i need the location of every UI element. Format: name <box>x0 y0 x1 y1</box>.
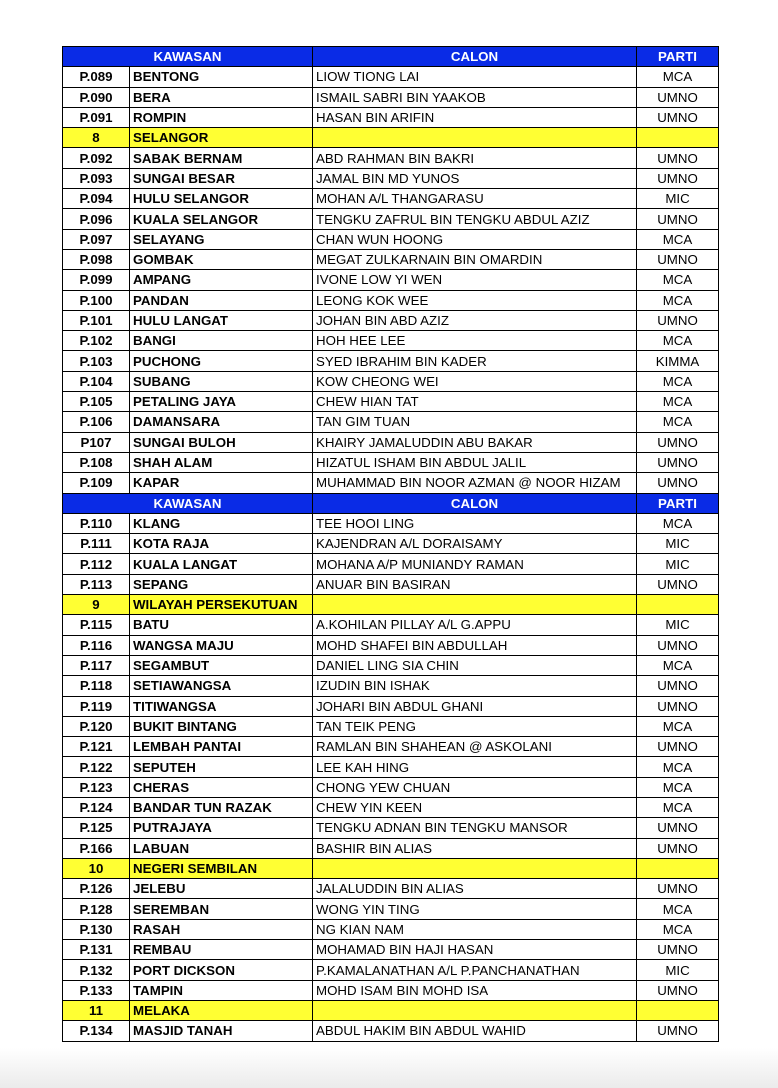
candidate-cell <box>313 1000 637 1020</box>
party-name: UMNO <box>637 310 719 330</box>
seat-name: PUTRAJAYA <box>130 818 313 838</box>
party-name: UMNO <box>637 635 719 655</box>
party-name: MCA <box>637 67 719 87</box>
seat-code: P.134 <box>63 1021 130 1041</box>
seat-code: P.131 <box>63 940 130 960</box>
table-row <box>63 777 719 797</box>
candidate-cell <box>313 595 637 615</box>
candidate-name: JOHARI BIN ABDUL GHANI <box>313 696 637 716</box>
candidate-name: ISMAIL SABRI BIN YAAKOB <box>313 87 637 107</box>
party-name: MCA <box>637 290 719 310</box>
seat-name: MASJID TANAH <box>130 1021 313 1041</box>
table-row <box>63 919 719 939</box>
seat-code: P.106 <box>63 412 130 432</box>
seat-code: P.117 <box>63 655 130 675</box>
seat-name: AMPANG <box>130 270 313 290</box>
table-row <box>63 249 719 269</box>
seat-name: SUNGAI BESAR <box>130 168 313 188</box>
state-number: 9 <box>63 595 130 615</box>
seat-name: KOTA RAJA <box>130 534 313 554</box>
table-row <box>63 554 719 574</box>
table-row <box>63 980 719 1000</box>
candidate-name: MOHD ISAM BIN MOHD ISA <box>313 980 637 1000</box>
party-cell <box>637 858 719 878</box>
seat-name: TAMPIN <box>130 980 313 1000</box>
seat-name: SUBANG <box>130 371 313 391</box>
seat-name: BENTONG <box>130 67 313 87</box>
seat-code: P.116 <box>63 635 130 655</box>
table-row <box>63 655 719 675</box>
table-row <box>63 879 719 899</box>
candidate-name: MOHAMAD BIN HAJI HASAN <box>313 940 637 960</box>
party-name: UMNO <box>637 452 719 472</box>
seat-name: CHERAS <box>130 777 313 797</box>
table-row <box>63 797 719 817</box>
party-name: UMNO <box>637 87 719 107</box>
candidate-cell <box>313 858 637 878</box>
seat-name: HULU LANGAT <box>130 310 313 330</box>
seat-name: PETALING JAYA <box>130 392 313 412</box>
header-calon: CALON <box>313 493 637 513</box>
party-name: MCA <box>637 229 719 249</box>
candidate-name: LEONG KOK WEE <box>313 290 637 310</box>
candidate-name: TAN GIM TUAN <box>313 412 637 432</box>
seat-code: P.094 <box>63 189 130 209</box>
candidate-name: BASHIR BIN ALIAS <box>313 838 637 858</box>
header-kawasan: KAWASAN <box>63 493 313 513</box>
candidate-name: JALALUDDIN BIN ALIAS <box>313 879 637 899</box>
table-row <box>63 737 719 757</box>
state-row <box>63 595 719 615</box>
table-row <box>63 696 719 716</box>
seat-code: P.124 <box>63 797 130 817</box>
party-name: MCA <box>637 371 719 391</box>
seat-code: P.113 <box>63 574 130 594</box>
seat-name: SEGAMBUT <box>130 655 313 675</box>
table-row <box>63 574 719 594</box>
candidate-name: HIZATUL ISHAM BIN ABDUL JALIL <box>313 452 637 472</box>
seat-code: P.089 <box>63 67 130 87</box>
seat-code: P.104 <box>63 371 130 391</box>
seat-code: P.118 <box>63 676 130 696</box>
candidate-name: KHAIRY JAMALUDDIN ABU BAKAR <box>313 432 637 452</box>
table-row <box>63 371 719 391</box>
table-row <box>63 757 719 777</box>
seat-name: SABAK BERNAM <box>130 148 313 168</box>
seat-name: SEPANG <box>130 574 313 594</box>
state-name: MELAKA <box>130 1000 313 1020</box>
header-parti: PARTI <box>637 47 719 67</box>
table-row <box>63 168 719 188</box>
state-number: 8 <box>63 128 130 148</box>
table-row <box>63 87 719 107</box>
candidate-name: A.KOHILAN PILLAY A/L G.APPU <box>313 615 637 635</box>
candidate-name: IZUDIN BIN ISHAK <box>313 676 637 696</box>
seat-code: P.100 <box>63 290 130 310</box>
seat-name: GOMBAK <box>130 249 313 269</box>
table-row <box>63 452 719 472</box>
party-name: MCA <box>637 797 719 817</box>
page-bottom-shadow <box>0 1048 778 1088</box>
table-row <box>63 615 719 635</box>
seat-code: P.130 <box>63 919 130 939</box>
candidate-name: CHEW YIN KEEN <box>313 797 637 817</box>
candidate-name: TEE HOOI LING <box>313 513 637 533</box>
state-row <box>63 128 719 148</box>
header-kawasan: KAWASAN <box>63 47 313 67</box>
party-name: MCA <box>637 919 719 939</box>
state-row <box>63 1000 719 1020</box>
table-row <box>63 473 719 493</box>
seat-name: LEMBAH PANTAI <box>130 737 313 757</box>
candidate-name: HASAN BIN ARIFIN <box>313 107 637 127</box>
seat-name: DAMANSARA <box>130 412 313 432</box>
table-row <box>63 940 719 960</box>
party-name: UMNO <box>637 148 719 168</box>
party-name: MIC <box>637 960 719 980</box>
party-name: UMNO <box>637 879 719 899</box>
seat-code: P.096 <box>63 209 130 229</box>
party-name: MIC <box>637 615 719 635</box>
state-row <box>63 858 719 878</box>
seat-name: SELAYANG <box>130 229 313 249</box>
seat-code: P.119 <box>63 696 130 716</box>
table-row <box>63 310 719 330</box>
seat-name: JELEBU <box>130 879 313 899</box>
table-row <box>63 1021 719 1041</box>
party-name: MCA <box>637 899 719 919</box>
seat-code: P.109 <box>63 473 130 493</box>
table-row <box>63 189 719 209</box>
seat-code: P.110 <box>63 513 130 533</box>
party-cell <box>637 595 719 615</box>
seat-code: P.115 <box>63 615 130 635</box>
seat-code: P.125 <box>63 818 130 838</box>
party-name: UMNO <box>637 818 719 838</box>
party-name: UMNO <box>637 1021 719 1041</box>
seat-name: RASAH <box>130 919 313 939</box>
seat-name: SEREMBAN <box>130 899 313 919</box>
seat-name: KAPAR <box>130 473 313 493</box>
table-row <box>63 534 719 554</box>
table-row <box>63 270 719 290</box>
state-name: SELANGOR <box>130 128 313 148</box>
seat-name: BERA <box>130 87 313 107</box>
header-parti: PARTI <box>637 493 719 513</box>
candidate-name: KAJENDRAN A/L DORAISAMY <box>313 534 637 554</box>
table-row <box>63 838 719 858</box>
seat-code: P.099 <box>63 270 130 290</box>
seat-code: P.132 <box>63 960 130 980</box>
header-calon: CALON <box>313 47 637 67</box>
party-name: MCA <box>637 412 719 432</box>
party-name: UMNO <box>637 940 719 960</box>
candidate-name: ANUAR BIN BASIRAN <box>313 574 637 594</box>
candidate-name: ABDUL HAKIM BIN ABDUL WAHID <box>313 1021 637 1041</box>
table-header-row <box>63 47 719 67</box>
seat-code: P.108 <box>63 452 130 472</box>
party-name: UMNO <box>637 838 719 858</box>
seat-code: P.090 <box>63 87 130 107</box>
seat-name: KUALA SELANGOR <box>130 209 313 229</box>
table-row <box>63 229 719 249</box>
table-row <box>63 412 719 432</box>
seat-code: P.092 <box>63 148 130 168</box>
seat-code: P.112 <box>63 554 130 574</box>
seat-name: HULU SELANGOR <box>130 189 313 209</box>
party-name: MIC <box>637 534 719 554</box>
party-name: MCA <box>637 655 719 675</box>
party-name: MIC <box>637 554 719 574</box>
seat-name: KUALA LANGAT <box>130 554 313 574</box>
table-row <box>63 392 719 412</box>
seat-name: PORT DICKSON <box>130 960 313 980</box>
candidate-cell <box>313 128 637 148</box>
candidate-name: CHAN WUN HOONG <box>313 229 637 249</box>
seat-code: P.128 <box>63 899 130 919</box>
state-number: 11 <box>63 1000 130 1020</box>
candidate-name: TENGKU ADNAN BIN TENGKU MANSOR <box>313 818 637 838</box>
seat-code: P.101 <box>63 310 130 330</box>
candidate-name: RAMLAN BIN SHAHEAN @ ASKOLANI <box>313 737 637 757</box>
candidate-name: MUHAMMAD BIN NOOR AZMAN @ NOOR HIZAM <box>313 473 637 493</box>
table-row <box>63 716 719 736</box>
seat-code: P.091 <box>63 107 130 127</box>
table-row <box>63 209 719 229</box>
candidate-name: TENGKU ZAFRUL BIN TENGKU ABDUL AZIZ <box>313 209 637 229</box>
seat-name: PUCHONG <box>130 351 313 371</box>
seat-name: TITIWANGSA <box>130 696 313 716</box>
party-name: UMNO <box>637 737 719 757</box>
seat-code: P.133 <box>63 980 130 1000</box>
party-name: UMNO <box>637 696 719 716</box>
party-cell <box>637 128 719 148</box>
candidate-name: IVONE LOW YI WEN <box>313 270 637 290</box>
candidate-name: NG KIAN NAM <box>313 919 637 939</box>
candidate-name: LIOW TIONG LAI <box>313 67 637 87</box>
seat-name: BATU <box>130 615 313 635</box>
candidate-name: JAMAL BIN MD YUNOS <box>313 168 637 188</box>
candidate-name: TAN TEIK PENG <box>313 716 637 736</box>
seat-name: BANGI <box>130 331 313 351</box>
table-row <box>63 960 719 980</box>
seat-name: BUKIT BINTANG <box>130 716 313 736</box>
seat-code: P.122 <box>63 757 130 777</box>
seat-code: P.126 <box>63 879 130 899</box>
party-name: UMNO <box>637 432 719 452</box>
party-name: UMNO <box>637 574 719 594</box>
seat-code: P.105 <box>63 392 130 412</box>
seat-name: SEPUTEH <box>130 757 313 777</box>
seat-name: SHAH ALAM <box>130 452 313 472</box>
seat-code: P.103 <box>63 351 130 371</box>
candidate-name: LEE KAH HING <box>313 757 637 777</box>
candidate-name: HOH HEE LEE <box>313 331 637 351</box>
table-row <box>63 331 719 351</box>
seat-code: P.111 <box>63 534 130 554</box>
candidate-name: MOHANA A/P MUNIANDY RAMAN <box>313 554 637 574</box>
table-row <box>63 513 719 533</box>
party-name: MCA <box>637 716 719 736</box>
candidate-name: MOHAN A/L THANGARASU <box>313 189 637 209</box>
party-name: MCA <box>637 392 719 412</box>
table-row <box>63 351 719 371</box>
state-number: 10 <box>63 858 130 878</box>
seat-code: P.097 <box>63 229 130 249</box>
seat-name: SUNGAI BULOH <box>130 432 313 452</box>
seat-name: KLANG <box>130 513 313 533</box>
seat-name: WANGSA MAJU <box>130 635 313 655</box>
seat-code: P.120 <box>63 716 130 736</box>
seat-code: P.093 <box>63 168 130 188</box>
seat-name: REMBAU <box>130 940 313 960</box>
table-row <box>63 432 719 452</box>
party-cell <box>637 1000 719 1020</box>
party-name: MIC <box>637 189 719 209</box>
seat-code: P.102 <box>63 331 130 351</box>
party-name: KIMMA <box>637 351 719 371</box>
party-name: UMNO <box>637 107 719 127</box>
table-row <box>63 148 719 168</box>
state-name: NEGERI SEMBILAN <box>130 858 313 878</box>
seat-name: ROMPIN <box>130 107 313 127</box>
candidate-name: MOHD SHAFEI BIN ABDULLAH <box>313 635 637 655</box>
party-name: UMNO <box>637 168 719 188</box>
table-row <box>63 290 719 310</box>
table-header-row <box>63 493 719 513</box>
seat-name: LABUAN <box>130 838 313 858</box>
candidate-name: JOHAN BIN ABD AZIZ <box>313 310 637 330</box>
seat-code: P.166 <box>63 838 130 858</box>
table-row <box>63 818 719 838</box>
seat-code: P.098 <box>63 249 130 269</box>
party-name: MCA <box>637 757 719 777</box>
party-name: UMNO <box>637 473 719 493</box>
party-name: UMNO <box>637 209 719 229</box>
party-name: MCA <box>637 513 719 533</box>
candidate-name: SYED IBRAHIM BIN KADER <box>313 351 637 371</box>
candidate-table <box>62 46 719 1042</box>
state-name: WILAYAH PERSEKUTUAN <box>130 595 313 615</box>
seat-code: P107 <box>63 432 130 452</box>
candidate-name: ABD RAHMAN BIN BAKRI <box>313 148 637 168</box>
table-row <box>63 107 719 127</box>
party-name: MCA <box>637 777 719 797</box>
seat-name: SETIAWANGSA <box>130 676 313 696</box>
candidate-name: CHONG YEW CHUAN <box>313 777 637 797</box>
seat-name: BANDAR TUN RAZAK <box>130 797 313 817</box>
candidate-name: DANIEL LING SIA CHIN <box>313 655 637 675</box>
seat-code: P.121 <box>63 737 130 757</box>
table-row <box>63 635 719 655</box>
party-name: UMNO <box>637 249 719 269</box>
party-name: MCA <box>637 270 719 290</box>
table-row <box>63 67 719 87</box>
seat-name: PANDAN <box>130 290 313 310</box>
party-name: UMNO <box>637 980 719 1000</box>
party-name: UMNO <box>637 676 719 696</box>
candidate-name: KOW CHEONG WEI <box>313 371 637 391</box>
party-name: MCA <box>637 331 719 351</box>
candidate-name: MEGAT ZULKARNAIN BIN OMARDIN <box>313 249 637 269</box>
table-row <box>63 899 719 919</box>
seat-code: P.123 <box>63 777 130 797</box>
candidate-name: CHEW HIAN TAT <box>313 392 637 412</box>
table-row <box>63 676 719 696</box>
candidate-name: P.KAMALANATHAN A/L P.PANCHANATHAN <box>313 960 637 980</box>
candidate-name: WONG YIN TING <box>313 899 637 919</box>
